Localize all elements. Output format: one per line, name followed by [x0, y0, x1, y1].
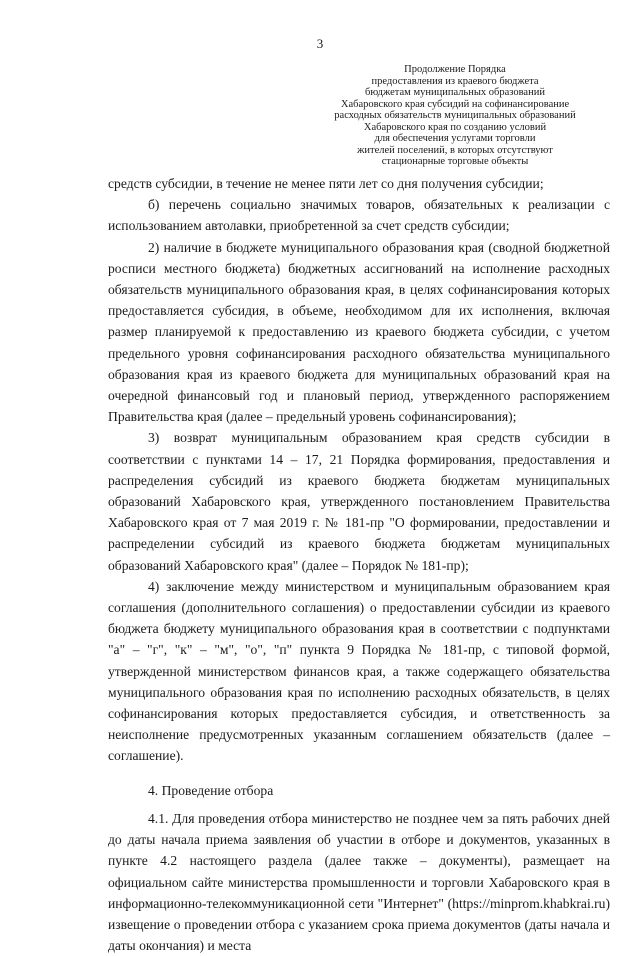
document-body	[108, 173, 610, 956]
body-paragraph: 4.1. Для проведения отбора министерство не позднее чем за пять рабочих дней до даты начала приема заявления об участии в отборе и документов, указанных в пункте 4.2 настоящего раздела (далее также – документы), размещает на официальном сайте министерства промышленности и торговли Хабаровского края в информационно-телекоммуникационной сети "Интернет" (https://minprom.khabkrai.ru) извещение о проведении отбора с указанием срока приема документов (даты начала и даты окончания) и места	[108, 810, 610, 954]
header-line: расходных обязательств муниципальных образований	[334, 110, 576, 121]
body-paragraph: 3) возврат муниципальным образованием края средств субсидии в соответствии с пунктами 14 – 17, 21 Порядка формирования, предоставления и распределения субсидий из краевого бюджета бюджетам муниципальных образований Хабаровского края, утвержденного постановлением Правительства Хабаровского края от 7 мая 2019 г. № 181-пр "О формировании, предоставлении и распределении субсидий из краевого бюджета бюджетам муниципальных образований Хабаровского края" (далее – Порядок № 181-пр);	[108, 430, 610, 573]
header-continuation-title	[300, 64, 610, 168]
header-line: Продолжение Порядка	[404, 64, 506, 75]
header-line: для обеспечения услугами торговли	[374, 133, 536, 144]
header-line: жителей поселений, в которых отсутствуют	[357, 144, 553, 156]
header-line: предоставления из краевого бюджета	[371, 75, 539, 87]
header-line: Хабаровского края субсидий на софинансирование	[340, 98, 570, 110]
body-paragraph: средств субсидии, в течение не менее пяти лет со дня получения субсидии;	[108, 176, 544, 191]
body-paragraph: б) перечень социально значимых товаров, обязательных к реализации с использованием автолавки, приобретенной за счет средств субсидии;	[108, 197, 610, 234]
header-line: стационарные торговые объекты	[381, 156, 529, 167]
body-paragraph: 2) наличие в бюджете муниципального образования края (сводной бюджетной росписи местного бюджета) бюджетных ассигнований на исполнение расходных обязательств муниципального образования края, в целях софинансирования которых предоставляется субсидия, в объеме, необходимом для их исполнения, включая размер планируемой к предоставлению из краевого бюджета субсидии, с учетом предельного уровня софинансирования расходного обязательства муниципального образования края из краевого бюджета для муниципальных образований края на очередной финансовый год и плановый период, утвержденного распоряжением Правительства края (далее – предельный уровень софинансирования);	[108, 239, 610, 425]
header-line: бюджетам муниципальных образований	[365, 87, 545, 98]
header-line: Хабаровского края по созданию условий	[363, 121, 547, 133]
page-number: 3	[316, 36, 324, 51]
section-heading: 4. Проведение отбора	[148, 782, 274, 798]
body-paragraph: 4) заключение между министерством и муниципальным образованием края соглашения (дополнительного соглашения) о предоставлении субсидии из краевого бюджета бюджету муниципального образования края в соответствии с подпунктами "а" – "г", "к" – "м", "о", "п" пункта 9 Порядка № 181-пр, с типовой формой, утвержденной министерством финансов края, а также содержащего обязательства муниципального образования края по исполнению расходных обязательств, в целях софинансирования которых предоставляется субсидия, и ответственность за неисполнение предусмотренных указанным соглашением обязательств (далее – соглашение).	[108, 578, 610, 764]
